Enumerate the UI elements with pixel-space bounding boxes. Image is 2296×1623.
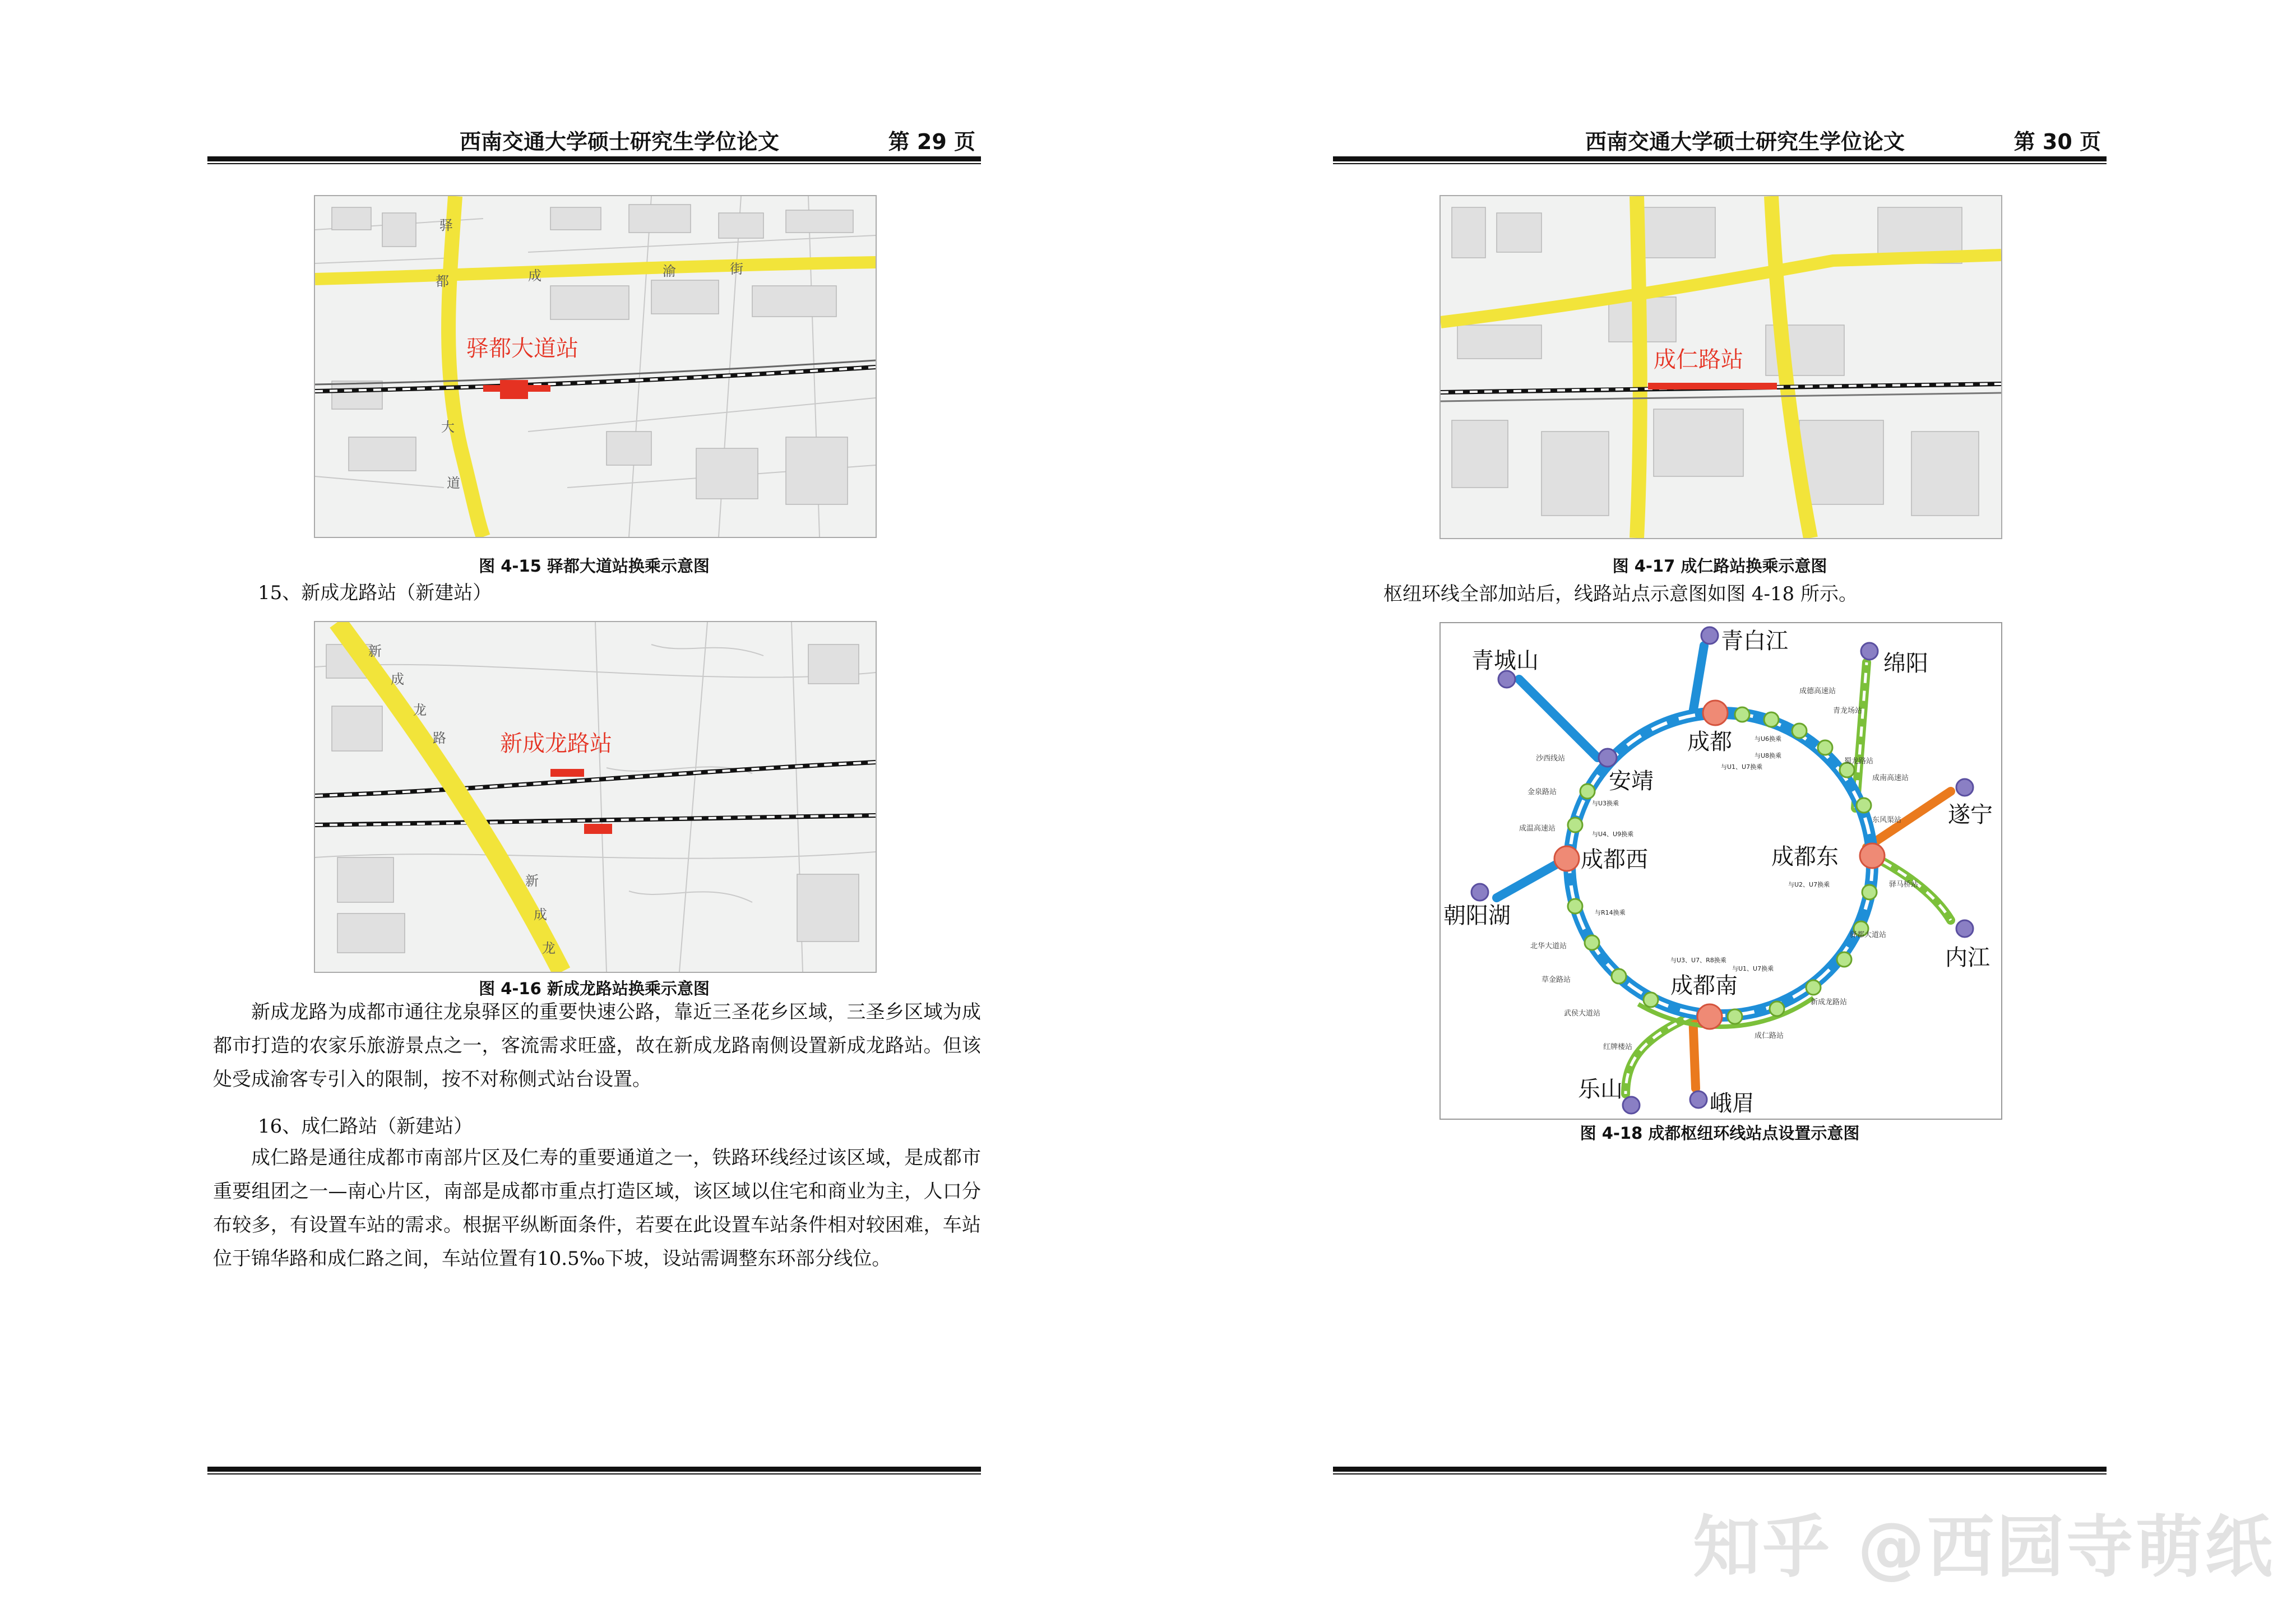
terminal-label: 绵阳	[1883, 651, 1928, 676]
road-char: 渝	[663, 263, 676, 279]
terminal-label: 峨眉	[1710, 1091, 1755, 1116]
road-char: 成	[528, 268, 541, 284]
header-rule	[207, 156, 981, 161]
section-heading: 15、新成龙路站（新建站）	[258, 582, 492, 604]
figure-caption: 图 4-15 驿都大道站换乘示意图	[479, 557, 710, 576]
station-label: 成仁路站	[1755, 1032, 1784, 1040]
terminal-label: 朝阳湖	[1443, 903, 1511, 929]
road-char: 都	[436, 273, 449, 289]
road-char: 龙	[413, 702, 427, 718]
road-char: 街	[730, 261, 743, 277]
road-char: 新	[525, 873, 539, 889]
station-label: 成仁路站	[1654, 347, 1743, 373]
road-char: 驿	[439, 217, 453, 233]
station-label: 东风渠站	[1872, 816, 1902, 824]
watermark: 知乎 @西园寺萌纸	[1693, 1509, 2275, 1587]
transfer-note: 与U8换乘	[1755, 752, 1782, 759]
road-char: 成	[391, 671, 404, 687]
footer-rule	[207, 1467, 981, 1472]
station-label: 蜀龙路站	[1844, 757, 1874, 766]
hub-label: 安靖	[1609, 768, 1654, 794]
transfer-note: 与R14换乘	[1595, 909, 1626, 916]
page-header	[1333, 124, 2107, 154]
terminal-label: 内江	[1945, 945, 1990, 971]
road-char: 大	[441, 419, 455, 435]
figure-4-17-map	[1439, 195, 2002, 539]
hub-label: 成都	[1687, 729, 1732, 755]
figure-caption: 图 4-18 成都枢纽环线站点设置示意图	[1580, 1124, 1860, 1143]
transfer-note: 与U4、U9换乘	[1592, 831, 1634, 838]
transfer-note: 与U3换乘	[1592, 800, 1619, 807]
station-label: 成德高速站	[1799, 687, 1836, 695]
station-label: 驿都大道站	[1850, 931, 1887, 939]
station-label: 新成龙路站	[1811, 998, 1848, 1007]
road-char: 道	[447, 475, 460, 491]
road-char: 路	[433, 730, 446, 746]
figure-4-18-diagram	[1439, 622, 2002, 1120]
footer-rule-thin	[207, 1473, 981, 1474]
footer-rule-thin	[1333, 1473, 2107, 1474]
station-label: 青龙场站	[1833, 707, 1863, 715]
transfer-note: 与U2、U7换乘	[1788, 881, 1830, 888]
station-label: 驿马桥站	[1889, 880, 1919, 889]
station-label: 武侯大道站	[1564, 1009, 1601, 1018]
station-label: 驿都大道站	[466, 336, 578, 361]
map-yidu-avenue	[315, 196, 876, 537]
station-label: 北华大道站	[1530, 942, 1567, 950]
paragraph: 成仁路是通往成都市南部片区及仁寿的重要通道之一，铁路环线经过该区域，是成都市重要组团之一—南心片区，南部是成都市重点打造区域，该区域以住宅和商业为主，人口分布较多，有设置车站的需求。根据平纵断面条件，若要在此设置车站条件相对较困难，车站位于锦华路和成仁路之间，车站位置有10.5‰下坡，设站需调整东环部分线位。	[213, 1147, 981, 1270]
page-number: 第 30 页	[2013, 129, 2101, 154]
figure-4-16-map	[314, 621, 877, 973]
right-page	[1333, 0, 2107, 1623]
transfer-note: 与U1、U7换乘	[1732, 965, 1774, 972]
paragraph: 新成龙路为成都市通往龙泉驿区的重要快速公路，靠近三圣花乡区域，三圣乡区域为成都市打造的农家乐旅游景点之一，客流需求旺盛，故在新成龙路南侧设置新成龙路站。但该处受成渝客专引入的限制，按不对称侧式站台设置。	[213, 1001, 981, 1091]
header-rule-thin	[207, 163, 981, 164]
header-title: 西南交通大学硕士研究生学位论文	[460, 129, 780, 154]
page-number: 第 29 页	[888, 129, 975, 154]
section-heading: 16、成仁路站（新建站）	[258, 1115, 473, 1138]
header-rule	[1333, 156, 2107, 161]
hub-label: 成都南	[1670, 973, 1738, 999]
road-char: 新	[368, 643, 382, 659]
transfer-note: 与U6换乘	[1755, 735, 1782, 743]
header-rule-thin	[1333, 163, 2107, 164]
terminal-label: 遂宁	[1948, 802, 1993, 828]
terminal-label: 乐山	[1578, 1077, 1623, 1102]
figure-caption: 图 4-16 新成龙路站换乘示意图	[479, 979, 710, 998]
footer-rule	[1333, 1467, 2107, 1472]
station-label: 金泉路站	[1527, 788, 1557, 796]
road-char: 龙	[542, 940, 556, 956]
hub-label: 成都东	[1771, 844, 1839, 870]
paragraph: 枢纽环线全部加站后，线路站点示意图如图 4-18 所示。	[1383, 583, 1858, 605]
station-label: 成南高速站	[1872, 774, 1909, 782]
left-page	[207, 0, 981, 1623]
transfer-note: 与U3、U7、R8换乘	[1670, 957, 1726, 964]
map-chengren-road	[1441, 196, 2001, 538]
hub-label: 成都西	[1581, 847, 1648, 873]
figure-4-15-map	[314, 195, 877, 538]
map-xinchenglong-road	[315, 622, 876, 972]
ring-line-diagram	[1441, 623, 2001, 1119]
page-header	[207, 124, 981, 154]
road-char: 成	[534, 907, 547, 922]
station-label: 沙西线站	[1536, 754, 1566, 763]
station-label: 成温高速站	[1519, 824, 1556, 833]
figure-caption: 图 4-17 成仁路站换乘示意图	[1612, 557, 1827, 576]
station-label: 草金路站	[1542, 976, 1571, 984]
terminal-label: 青城山	[1471, 648, 1539, 674]
station-label: 新成龙路站	[500, 731, 612, 757]
terminal-label: 青白江	[1721, 628, 1788, 654]
header-title: 西南交通大学硕士研究生学位论文	[1585, 129, 1905, 154]
station-label: 红牌楼站	[1603, 1043, 1633, 1051]
transfer-note: 与U1、U7换乘	[1721, 763, 1763, 771]
